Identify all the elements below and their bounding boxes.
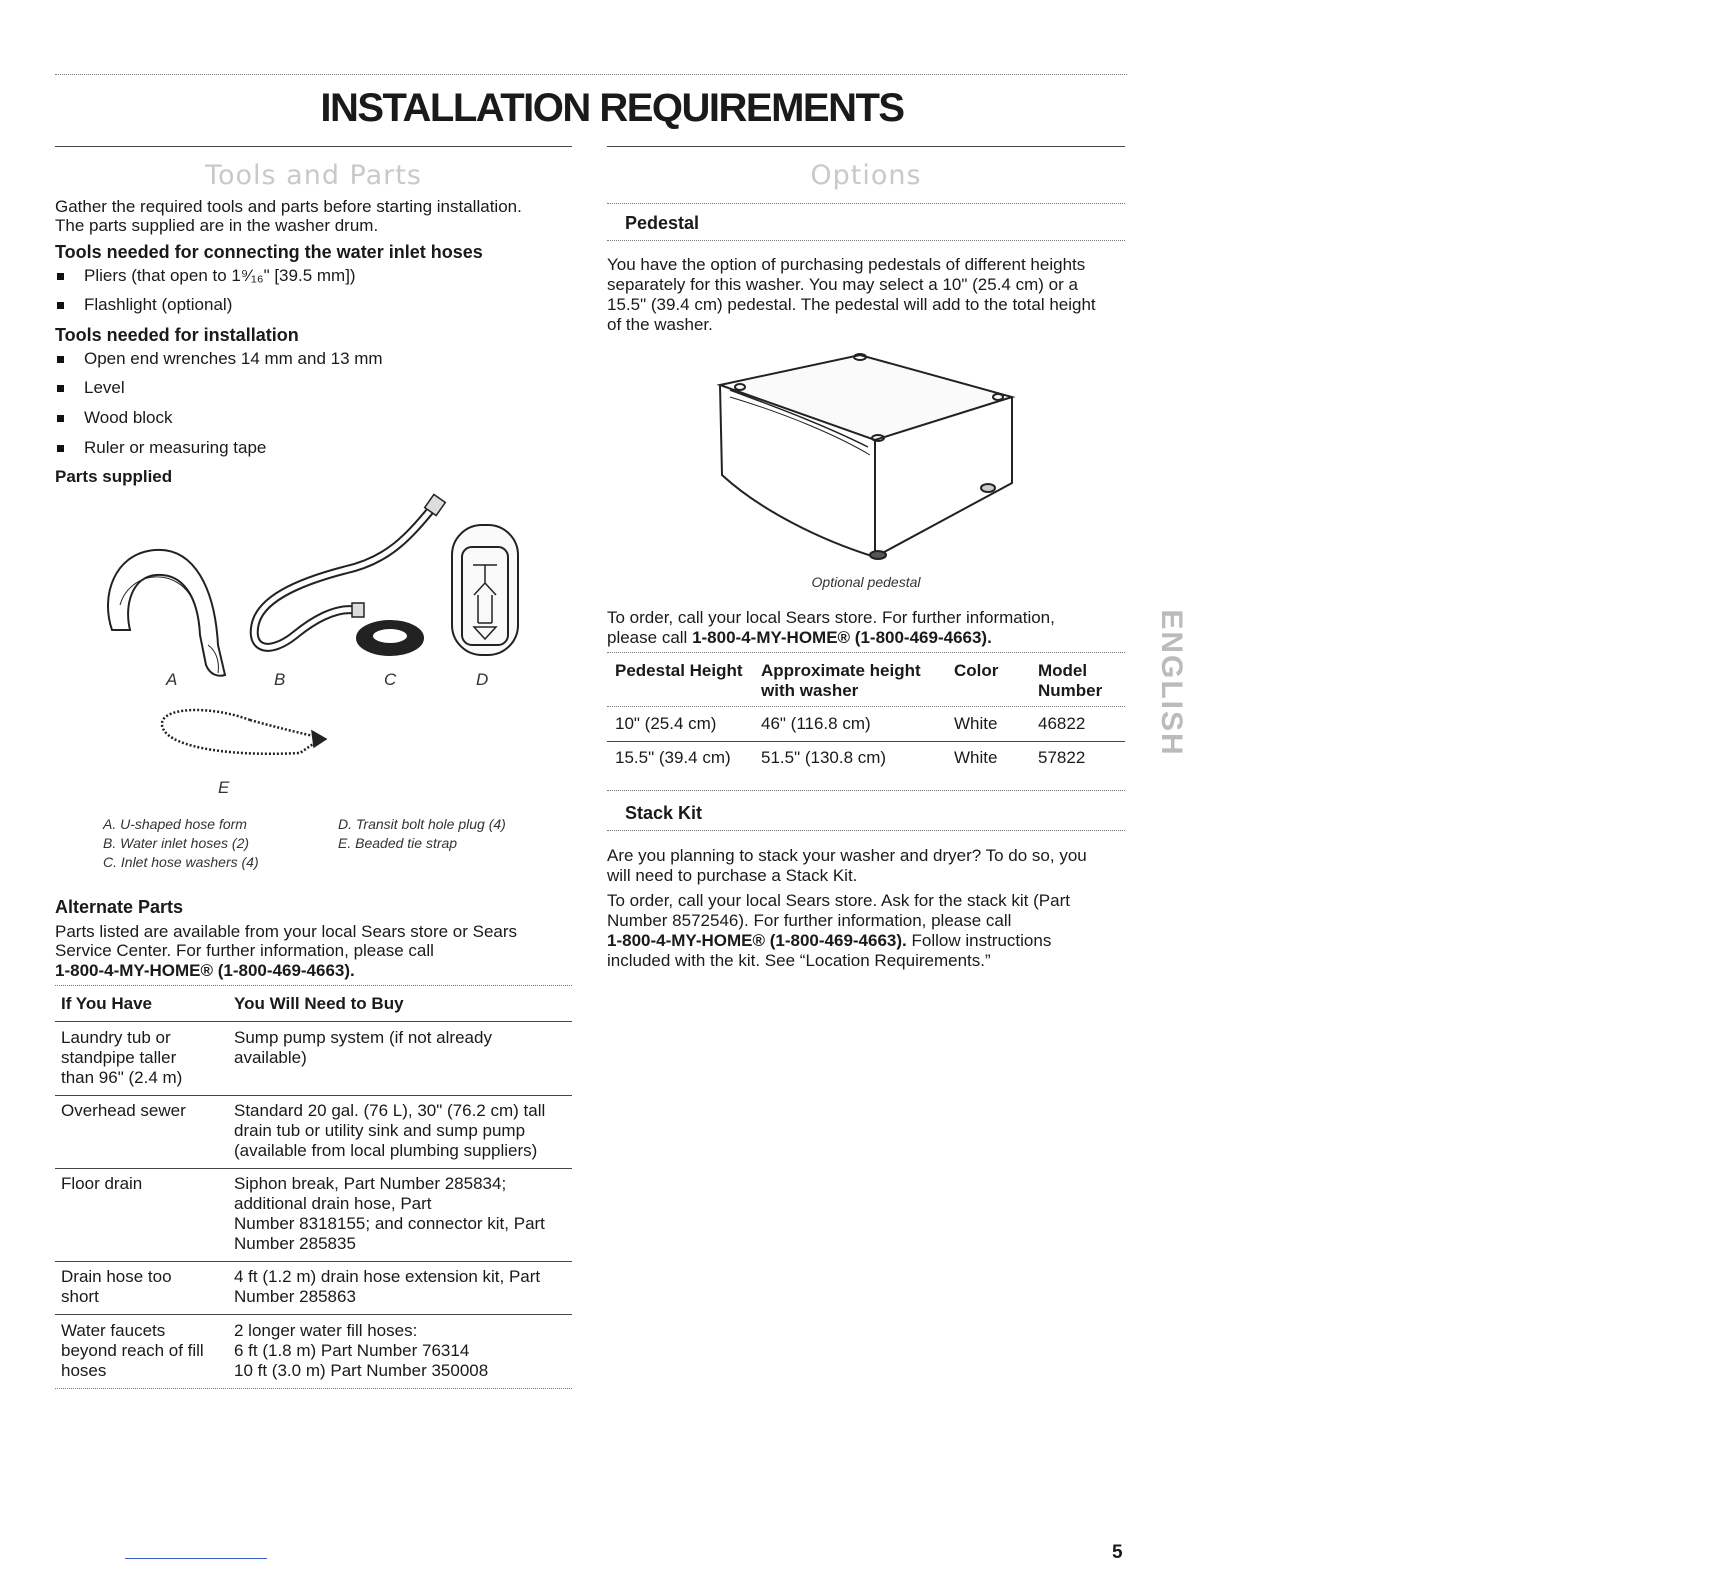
ped-row-2-color: White — [954, 748, 998, 767]
stack-phone: 1-800-4-MY-HOME® (1-800-469-4663). — [607, 931, 907, 950]
footer-link-rule — [125, 1558, 267, 1559]
order-text: To order, call your local Sears store. For further information, — [607, 608, 1055, 627]
top-rule — [55, 74, 1127, 75]
parts-supplied-heading: Parts supplied — [55, 467, 173, 486]
alt-col-have: If You Have — [61, 994, 153, 1013]
ped-header-rule — [607, 706, 1125, 707]
alt-row-3-buy: Siphon break, Part Number 285834; additional drain hose, Part Number 8318155; and connector kit, Part Number 285835 — [234, 1174, 545, 1253]
alt-header-rule — [55, 1021, 572, 1022]
install-tools-heading: Tools needed for installation — [55, 325, 299, 345]
alt-row-2-have: Overhead sewer — [61, 1101, 186, 1120]
alt-row-1-have: Laundry tub or standpipe taller than 96" (2.4 m) — [61, 1028, 183, 1087]
alternate-text-2: Service Center. For further information, please call — [55, 941, 434, 960]
stack-bottom-rule — [607, 830, 1125, 831]
pedestal-icon — [720, 354, 1012, 559]
part-label-c: C — [384, 670, 397, 689]
ped-row-2-model: 57822 — [1038, 748, 1086, 767]
hoses-tools-heading: Tools needed for connecting the water inlet hoses — [55, 242, 483, 262]
side-language-tab — [1155, 578, 1188, 788]
install-item-wood-block: Wood block — [84, 408, 173, 427]
tools-intro-2: The parts supplied are in the washer drum. — [55, 216, 379, 235]
order-call-line — [607, 628, 992, 648]
order-call: please call — [607, 628, 688, 647]
hoses-item-flashlight: Flashlight (optional) — [84, 295, 233, 314]
caption-c: C. Inlet hose washers (4) — [103, 854, 259, 870]
water-inlet-hose-icon — [254, 494, 445, 647]
caption-b: B. Water inlet hoses (2) — [103, 835, 250, 851]
stack-text-2: To order, call your local Sears store. Ask for the stack kit (Part Number 8572546). For further information, please call 1-800-4-MY-HOME® (1-800-469-4663). Follow instructions included with the kit. See “Location Requirements.” — [607, 891, 1070, 970]
side-tab-label: ENGLISH — [1155, 609, 1188, 757]
alt-row-5-have: Water faucets beyond reach of fill hoses — [61, 1321, 204, 1380]
caption-a: A. U-shaped hose form — [103, 816, 247, 832]
alternate-phone: 1-800-4-MY-HOME® (1-800-469-4663). — [55, 961, 355, 980]
ped-col-height: Pedestal Height — [615, 661, 743, 680]
pedestal-bottom-rule — [607, 240, 1125, 241]
stack-text-1: Are you planning to stack your washer and dryer? To do so, you will need to purchase a Stack Kit. — [607, 846, 1087, 885]
tools-parts-heading: Tools and Parts — [205, 160, 422, 191]
part-label-e: E — [218, 778, 230, 797]
ped-row-1-approx: 46" (116.8 cm) — [761, 714, 871, 733]
u-shaped-hose-form-icon — [108, 550, 225, 676]
alt-col-buy: You Will Need to Buy — [234, 994, 404, 1013]
options-heading: Options — [810, 160, 922, 191]
alt-row-1-buy: Sump pump system (if not already available) — [234, 1028, 492, 1067]
alt-row-2-buy: Standard 20 gal. (76 L), 30" (76.2 cm) tall drain tub or utility sink and sump pump (available from local plumbing suppliers) — [234, 1101, 546, 1160]
ped-col-approx: Approximate height with washer — [761, 661, 921, 700]
alt-row-5-buy: 2 longer water fill hoses: 6 ft (1.8 m) Part Number 76314 10 ft (3.0 m) Part Number 350008 — [234, 1321, 489, 1380]
alt-row-4-have: Drain hose too short — [61, 1267, 172, 1306]
ped-row-1-model: 46822 — [1038, 714, 1086, 733]
parts-illustration — [90, 495, 540, 775]
ped-row-2-height: 15.5" (39.4 cm) — [615, 748, 731, 767]
alternate-text-1: Parts listed are available from your local Sears store or Sears — [55, 922, 518, 941]
pedestal-heading: Pedestal — [625, 213, 700, 233]
ped-row-1-color: White — [954, 714, 998, 733]
alt-table-top-rule — [55, 985, 572, 986]
ped-row-1-height: 10" (25.4 cm) — [615, 714, 717, 733]
ped-col-color: Color — [954, 661, 999, 680]
pedestal-top-rule — [607, 203, 1125, 204]
ped-row-rule — [607, 741, 1125, 742]
stack-top-rule — [607, 790, 1125, 791]
beaded-tie-strap-icon — [162, 710, 326, 754]
part-label-b: B — [274, 670, 286, 689]
install-item-level: Level — [84, 378, 125, 397]
alt-table-bottom-rule — [55, 1388, 572, 1389]
tools-intro-1: Gather the required tools and parts before starting installation. — [55, 197, 522, 216]
tools-parts-rule — [55, 146, 572, 147]
stack-follow: Follow instructions — [906, 931, 1052, 950]
install-item-wrenches: Open end wrenches 14 mm and 13 mm — [84, 349, 383, 368]
alt-row-4-buy: 4 ft (1.2 m) drain hose extension kit, Part Number 285863 — [234, 1267, 541, 1306]
ped-col-model: Model Number — [1038, 661, 1103, 700]
alt-row-rule — [55, 1095, 572, 1096]
install-item-ruler: Ruler or measuring tape — [84, 438, 267, 457]
part-label-a: A — [166, 670, 178, 689]
page-number: 5 — [1112, 1542, 1123, 1563]
stack-kit-heading: Stack Kit — [625, 803, 703, 823]
inlet-hose-washer-icon — [357, 621, 423, 655]
alt-row-rule — [55, 1168, 572, 1169]
hoses-item-pliers: Pliers (that open to 1⁹⁄₁₆" [39.5 mm]) — [84, 266, 356, 285]
pedestal-caption: Optional pedestal — [811, 574, 921, 590]
pedestal-text: You have the option of purchasing pedestals of different heights separately for this washer. You may select a 10" (25.4 cm) or a 15.5" (39.4 cm) pedestal. The pedestal will add to the total height of the washer. — [607, 255, 1096, 334]
order-phone: 1-800-4-MY-HOME® (1-800-469-4663). — [692, 628, 992, 647]
alternate-parts-heading: Alternate Parts — [55, 897, 184, 917]
alt-row-rule — [55, 1314, 572, 1315]
pedestal-illustration — [700, 345, 1040, 570]
alt-row-3-have: Floor drain — [61, 1174, 143, 1193]
ped-row-2-approx: 51.5" (130.8 cm) — [761, 748, 887, 767]
alt-row-rule — [55, 1261, 572, 1262]
part-label-d: D — [476, 670, 489, 689]
caption-d: D. Transit bolt hole plug (4) — [338, 816, 506, 832]
caption-e: E. Beaded tie strap — [338, 835, 458, 851]
options-rule — [607, 146, 1125, 147]
ped-table-top-rule — [607, 652, 1125, 653]
page-title: INSTALLATION REQUIREMENTS — [320, 86, 904, 130]
